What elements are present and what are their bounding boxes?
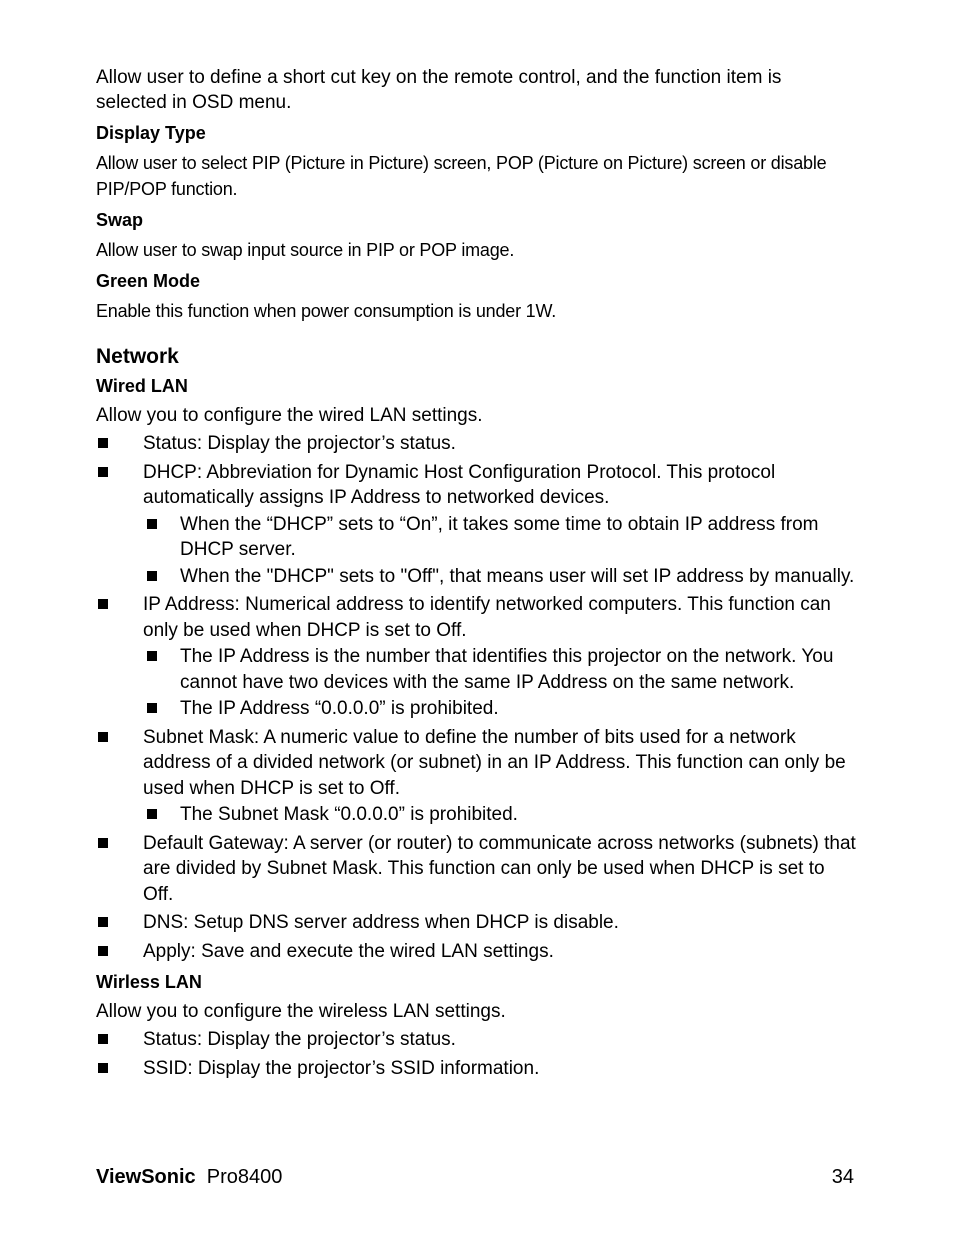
list-item-text: Apply: Save and execute the wired LAN settings. <box>143 940 554 962</box>
intro-text: Allow user to define a short cut key on the remote control, and the function item is selected in OSD menu. <box>96 67 782 113</box>
swap-heading: Swap <box>96 210 144 230</box>
list-item-text: Subnet Mask: A numeric value to define the number of bits used for a network address of a divided network (or subnet) in an IP Address. This function can only be used when DHCP is set to Off. <box>143 726 846 799</box>
sub-list-item <box>96 696 856 722</box>
list-item <box>96 1027 856 1053</box>
square-bullet-icon <box>147 571 157 581</box>
list-item <box>96 910 856 936</box>
square-bullet-icon <box>147 651 157 661</box>
page-content <box>96 65 856 1081</box>
square-bullet-icon <box>98 732 108 742</box>
brand-name: ViewSonic <box>96 1166 196 1188</box>
sub-list-item <box>96 802 856 828</box>
sub-list <box>143 512 856 590</box>
sub-list-item-text: The Subnet Mask “0.0.0.0” is prohibited. <box>180 804 518 825</box>
list-item-text: Status: Display the projector’s status. <box>143 1029 456 1050</box>
sub-list <box>143 644 856 722</box>
square-bullet-icon <box>98 599 108 609</box>
list-item-text: DNS: Setup DNS server address when DHCP is disable. <box>143 912 619 933</box>
square-bullet-icon <box>98 1034 108 1044</box>
list-item <box>96 1056 856 1082</box>
green-mode-heading: Green Mode <box>96 271 201 291</box>
page-footer <box>96 1165 854 1189</box>
wired-lan-list <box>96 431 856 964</box>
list-item <box>96 460 856 590</box>
display-type-text: Allow user to select PIP (Picture in Picture) screen, POP (Picture on Picture) screen or disable PIP/POP function. <box>96 153 827 199</box>
square-bullet-icon <box>98 438 108 448</box>
square-bullet-icon <box>147 519 157 529</box>
square-bullet-icon <box>98 946 108 956</box>
sub-list-item-text: When the “DHCP” sets to “On”, it takes some time to obtain IP address from DHCP server. <box>180 513 819 560</box>
page-number: 34 <box>831 1166 854 1188</box>
square-bullet-icon <box>98 467 108 477</box>
list-item <box>96 831 856 908</box>
square-bullet-icon <box>147 703 157 713</box>
sub-list-item-text: The IP Address “0.0.0.0” is prohibited. <box>180 698 499 719</box>
display-type-heading: Display Type <box>96 123 206 143</box>
model-name: Pro8400 <box>206 1166 283 1188</box>
sub-list-item <box>96 512 856 563</box>
list-item <box>96 939 856 965</box>
list-item-text: Status: Display the projector’s status. <box>143 433 456 454</box>
sub-list-item-text: The IP Address is the number that identifies this projector on the network. You cannot have two devices with the same IP Address on the same network. <box>180 646 834 693</box>
swap-text: Allow user to swap input source in PIP or POP image. <box>96 240 515 260</box>
sub-list-item <box>96 644 856 695</box>
list-item-text: Default Gateway: A server (or router) to communicate across networks (subnets) that are divided by Subnet Mask. This function can only be used when DHCP is set to Off. <box>143 832 856 905</box>
square-bullet-icon <box>98 838 108 848</box>
square-bullet-icon <box>98 917 108 927</box>
sub-list-item-text: When the "DHCP" sets to "Off", that means user will set IP address by manually. <box>180 565 855 587</box>
list-item-text: SSID: Display the projector’s SSID information. <box>143 1057 540 1079</box>
wireless-lan-heading: Wirless LAN <box>96 972 202 992</box>
green-mode-text: Enable this function when power consumption is under 1W. <box>96 301 557 321</box>
wireless-lan-intro: Allow you to configure the wireless LAN settings. <box>96 1001 506 1022</box>
list-item <box>96 431 856 457</box>
list-item <box>96 725 856 828</box>
wired-lan-heading: Wired LAN <box>96 376 188 396</box>
wired-lan-intro: Allow you to configure the wired LAN settings. <box>96 405 483 426</box>
sub-list <box>143 802 856 828</box>
wireless-lan-list <box>96 1027 856 1081</box>
list-item-text: IP Address: Numerical address to identify networked computers. This function can only be used when DHCP is set to Off. <box>143 594 831 641</box>
square-bullet-icon <box>147 809 157 819</box>
sub-list-item <box>96 564 856 590</box>
network-heading: Network <box>96 345 179 368</box>
list-item-text: DHCP: Abbreviation for Dynamic Host Configuration Protocol. This protocol automatically assigns IP Address to networked devices. <box>143 461 776 508</box>
square-bullet-icon <box>98 1063 108 1073</box>
list-item <box>96 592 856 722</box>
